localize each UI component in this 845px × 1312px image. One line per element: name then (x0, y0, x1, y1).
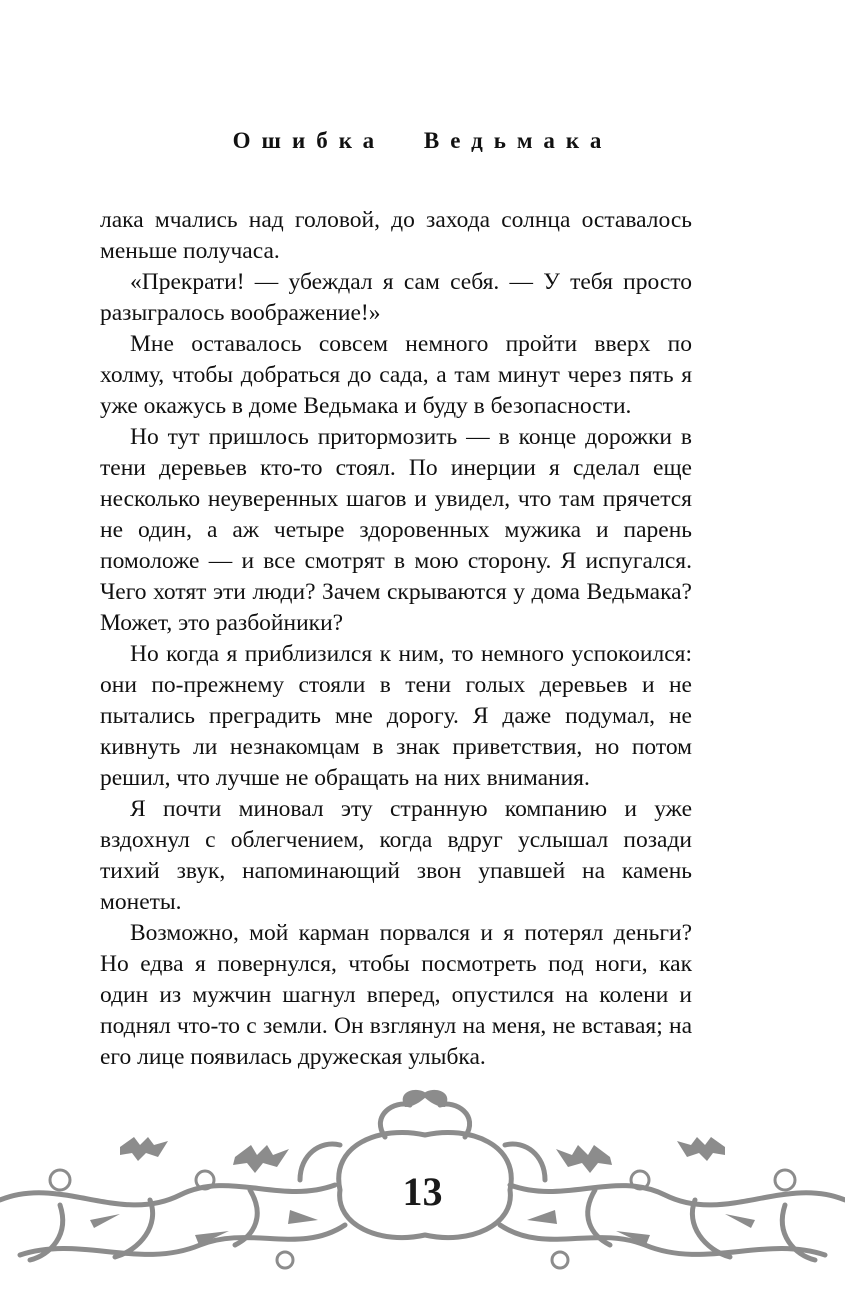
page-number: 13 (402, 1169, 443, 1214)
paragraph: Но тут пришлось притормозить — в конце дорожки в тени деревьев кто-то стоял. По инерции я сделал еще несколько неуверенных шагов и увидел, что там прячется не один, а аж четыре здоровенных мужика и парень помоложе — и все смотрят в мою сторону. Я испугался. Чего хотят эти люди? Зачем скрываются у дома Ведьмака? Может, это разбойники? (100, 424, 692, 636)
paragraph: Возможно, мой карман порвался и я потерял деньги? Но едва я повернулся, чтобы посмотреть под ноги, как один из мужчин шагнул вперед, опустился на колени и поднял что-то с земли. Он взглянул на меня, не вставая; на его лице появилась дружеская улыбка. (100, 920, 692, 1070)
body-text (100, 205, 692, 1073)
paragraph: лака мчались над головой, до захода солнца оставалось меньше получаса. (100, 207, 692, 264)
paragraph: Мне оставалось совсем немного пройти вверх по холму, чтобы добраться до сада, а там минут через пять я уже окажусь в доме Ведьмака и буду в безопасности. (100, 331, 692, 419)
paragraph: Но когда я приблизился к ним, то немного успокоился: они по-прежнему стояли в тени голых деревьев и не пытались преградить мне дорогу. Я даже подумал, не кивнуть ли незнакомцам в знак приветствия, но потом решил, что лучше не обращать на них внимания. (100, 641, 692, 791)
paragraph: Я почти миновал эту странную компанию и уже вздохнул с облегчением, когда вдруг услышал позади тихий звук, напоминающий звон упавшей на камень монеты. (100, 796, 692, 915)
paragraph: «Прекрати! — убеждал я сам себя. — У тебя просто разыгралось воображение!» (100, 269, 692, 326)
running-head: Ошибка Ведьмака (232, 128, 613, 153)
